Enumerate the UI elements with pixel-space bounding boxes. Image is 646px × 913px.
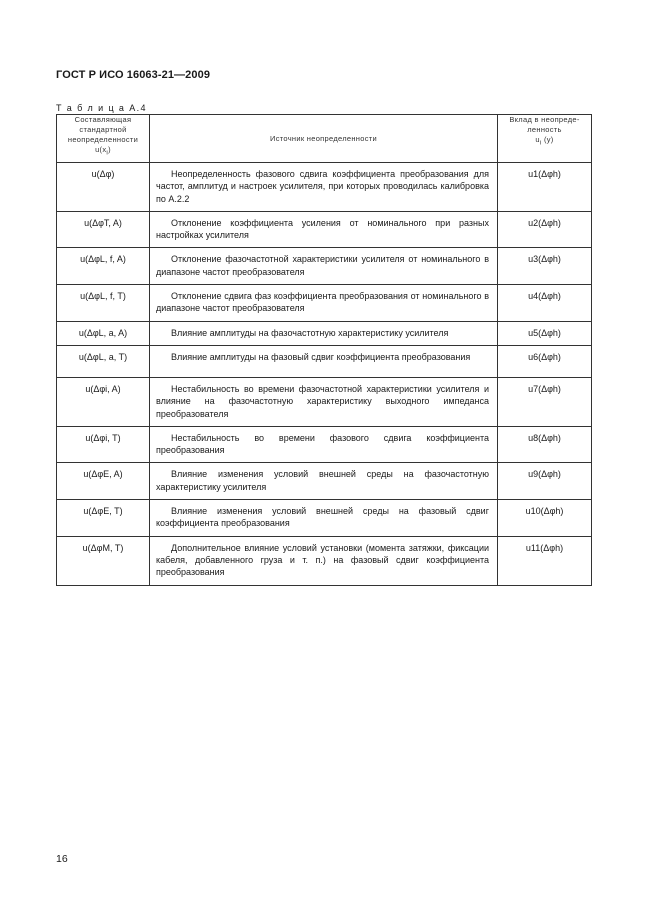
uncertainty-contribution-cell: u8(Δφh) xyxy=(498,426,592,463)
uncertainty-source-cell: Влияние изменения условий внешней среды на фазовый сдвиг коэффициента преобразования xyxy=(150,500,498,537)
uncertainty-contribution-cell: u7(Δφh) xyxy=(498,377,592,426)
uncertainty-component-cell: u(Δφi, T) xyxy=(57,426,150,463)
header-symbol-end: ) xyxy=(108,145,111,154)
table-row xyxy=(57,163,592,212)
table-row xyxy=(57,377,592,426)
uncertainty-source-cell: Неопределенность фазового сдвига коэффициента преобразования для частот, амплитуд и настроек усилителя, при которых проводилась калибровка по А.2.2 xyxy=(150,163,498,212)
header-subscript: i xyxy=(539,139,542,147)
header-line xyxy=(498,135,591,149)
uncertainty-component-cell: u(ΔφT, A) xyxy=(57,211,150,248)
header-symbol-end: (y) xyxy=(541,135,554,144)
column-header-source: Источник неопределенности xyxy=(150,115,498,163)
uncertainty-contribution-cell: u9(Δφh) xyxy=(498,463,592,500)
table-row xyxy=(57,426,592,463)
uncertainty-source-cell: Отклонение фазочастотной характеристики усилителя от номинального в диапазоне частот преобразователя xyxy=(150,248,498,285)
column-header-component xyxy=(57,115,150,163)
uncertainty-contribution-cell: u11(Δφh) xyxy=(498,536,592,585)
table-caption: Т а б л и ц а А.4 xyxy=(56,103,147,113)
header-line: ленность xyxy=(527,125,562,134)
table-row xyxy=(57,321,592,345)
header-line: неопределенности xyxy=(67,135,139,144)
table-row xyxy=(57,463,592,500)
uncertainty-source-cell: Отклонение коэффициента усиления от номинального при разных настройках усилителя xyxy=(150,211,498,248)
table-header-row xyxy=(57,115,592,163)
table-row xyxy=(57,248,592,285)
uncertainty-component-cell: u(ΔφL, f, T) xyxy=(57,285,150,322)
uncertainty-component-cell: u(Δφ) xyxy=(57,163,150,212)
uncertainty-component-cell: u(ΔφL, a, A) xyxy=(57,321,150,345)
uncertainty-source-cell: Отклонение сдвига фаз коэффициента преобразования от номинального в диапазоне частот преобразователя xyxy=(150,285,498,322)
table-row xyxy=(57,285,592,322)
uncertainty-contribution-cell: u10(Δφh) xyxy=(498,500,592,537)
uncertainty-component-cell: u(ΔφL, f, A) xyxy=(57,248,150,285)
table-row xyxy=(57,536,592,585)
header-line xyxy=(57,145,149,159)
uncertainty-component-cell: u(ΔφE, A) xyxy=(57,463,150,500)
header-line: Вклад в неопреде- xyxy=(509,115,580,124)
uncertainty-source-cell: Влияние амплитуды на фазочастотную характеристику усилителя xyxy=(150,321,498,345)
uncertainty-table xyxy=(56,114,592,586)
header-subscript: i xyxy=(106,149,109,157)
uncertainty-contribution-cell: u2(Δφh) xyxy=(498,211,592,248)
uncertainty-component-cell: u(ΔφM, T) xyxy=(57,536,150,585)
uncertainty-source-cell: Нестабильность во времени фазового сдвига коэффициента преобразования xyxy=(150,426,498,463)
column-header-contribution xyxy=(498,115,592,163)
uncertainty-component-cell: u(ΔφE, T) xyxy=(57,500,150,537)
header-line: Составляющая xyxy=(74,115,132,124)
page-number: 16 xyxy=(56,853,68,865)
header-line: стандартной xyxy=(79,125,127,134)
uncertainty-contribution-cell: u6(Δφh) xyxy=(498,345,592,377)
table-row xyxy=(57,345,592,377)
uncertainty-source-cell: Нестабильность во времени фазочастотной характеристики усилителя и влияние на фазочастотную характеристику выходного импеданса преобразователя xyxy=(150,377,498,426)
uncertainty-contribution-cell: u4(Δφh) xyxy=(498,285,592,322)
uncertainty-contribution-cell: u5(Δφh) xyxy=(498,321,592,345)
table-row xyxy=(57,500,592,537)
uncertainty-contribution-cell: u3(Δφh) xyxy=(498,248,592,285)
header-symbol: u(x xyxy=(95,145,107,154)
uncertainty-contribution-cell: u1(Δφh) xyxy=(498,163,592,212)
header-symbol: u xyxy=(535,135,540,144)
uncertainty-source-cell: Влияние изменения условий внешней среды на фазочастотную характеристику усилителя xyxy=(150,463,498,500)
uncertainty-component-cell: u(Δφi, A) xyxy=(57,377,150,426)
uncertainty-component-cell: u(ΔφL, a, T) xyxy=(57,345,150,377)
document-header: ГОСТ Р ИСО 16063-21—2009 xyxy=(56,69,211,81)
table-row xyxy=(57,211,592,248)
uncertainty-source-cell: Влияние амплитуды на фазовый сдвиг коэффициента преобразования xyxy=(150,345,498,377)
uncertainty-source-cell: Дополнительное влияние условий установки (момента затяжки, фиксации кабеля, добавленного груза и т. п.) на фазовый сдвиг коэффициента преобразования xyxy=(150,536,498,585)
